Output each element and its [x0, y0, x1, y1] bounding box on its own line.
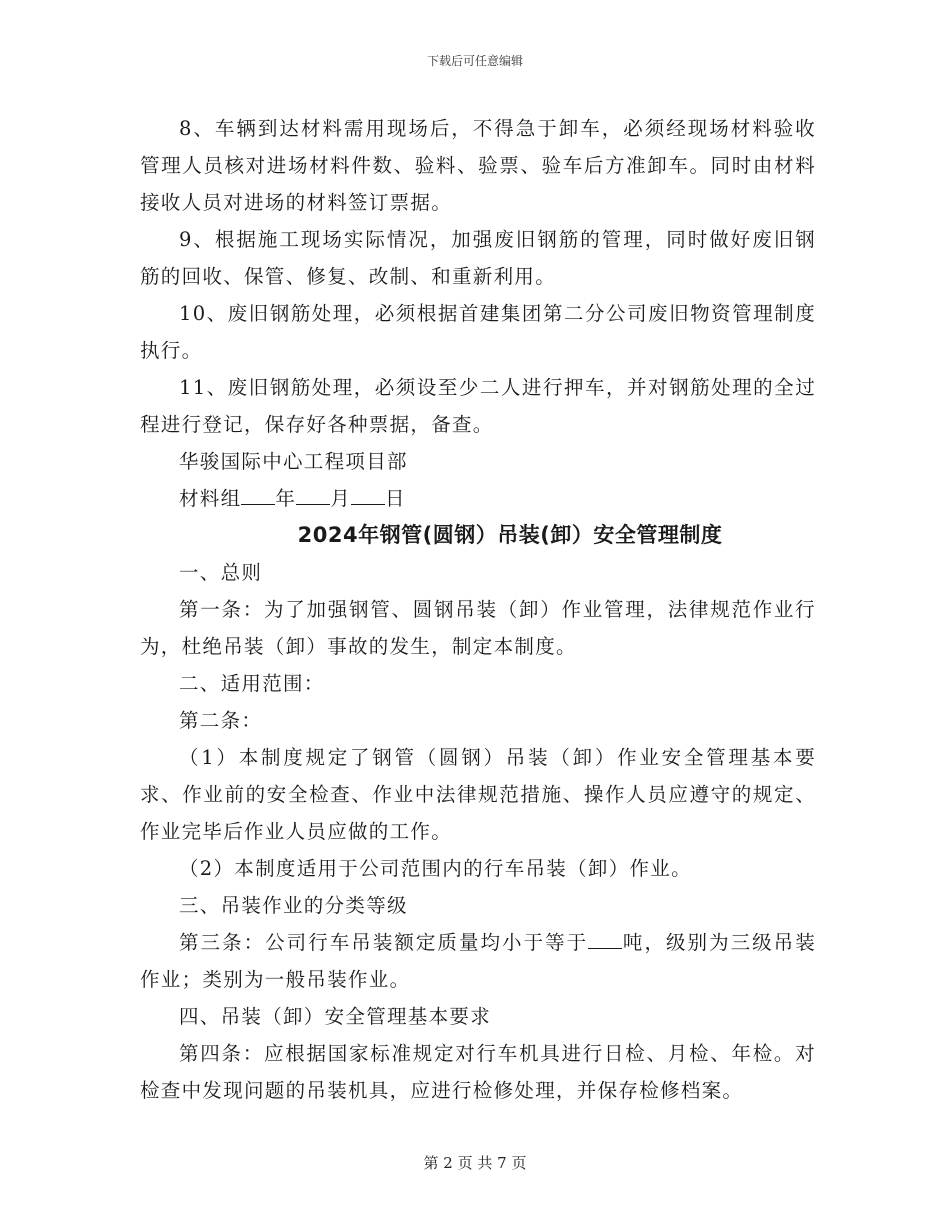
document-body: [140, 110, 816, 1109]
month-blank: [296, 486, 330, 505]
page-footer: 第 2 页 共 7 页: [423, 1154, 527, 1172]
article-3-part-b: 吨，级别为三级吊装作业；类别为一般吊装作业。: [140, 931, 817, 991]
article-3-part-a: 第三条：公司行车吊装额定质量均小于等于: [179, 931, 589, 954]
article-2-label: 第二条：: [179, 709, 263, 732]
article-1: 第一条：为了加强钢管、圆钢吊装（卸）作业管理，法律规范作业行为，杜绝吊装（卸）事故的发生，制定本制度。: [140, 598, 816, 658]
section-heading-general: 一、总则: [179, 561, 263, 584]
organization-name: 华骏国际中心工程项目部: [179, 450, 408, 473]
article-4: 第四条：应根据国家标准规定对行车机具进行日检、月检、年检。对检查中发现问题的吊装机具，应进行检修处理，并保存检修档案。: [140, 1042, 816, 1102]
document-title: 2024年钢管(圆钢）吊装(卸）安全管理制度: [297, 523, 723, 547]
section-heading-classification: 三、吊装作业的分类等级: [179, 894, 408, 917]
date-line-day: 日: [385, 487, 406, 510]
date-line: [140, 480, 816, 517]
article-2-item-1: （1）本制度规定了钢管（圆钢）吊装（卸）作业安全管理基本要求、作业前的安全检查、作业中法律规范措施、操作人员应遵守的规定、作业完毕后作业人员应做的工作。: [140, 746, 816, 843]
paragraph-11: 11、废旧钢筋处理，必须设至少二人进行押车，并对钢筋处理的全过程进行登记，保存好各种票据，备查。: [140, 376, 816, 436]
article-2-item-2: （2）本制度适用于公司范围内的行车吊装（卸）作业。: [179, 857, 692, 880]
article-3: [140, 924, 816, 998]
date-line-prefix: 材料组: [179, 487, 242, 510]
section-heading-scope: 二、适用范围：: [179, 672, 325, 695]
paragraph-10: 10、废旧钢筋处理，必须根据首建集团第二分公司废旧物资管理制度执行。: [140, 302, 816, 362]
section-heading-requirements: 四、吊装（卸）安全管理基本要求: [179, 1005, 492, 1028]
date-line-year: 年: [275, 487, 297, 510]
date-line-month: 月: [330, 487, 352, 510]
page-header: 下载后可任意编辑: [426, 54, 523, 68]
year-blank: [241, 486, 275, 505]
tonnage-blank: [588, 930, 622, 949]
paragraph-9: 9、根据施工现场实际情况，加强废旧钢筋的管理，同时做好废旧钢筋的回收、保管、修复、改制、和重新利用。: [140, 228, 816, 288]
paragraph-8: 8、车辆到达材料需用现场后，不得急于卸车，必须经现场材料验收管理人员核对进场材料件数、验料、验票、验车后方准卸车。同时由材料接收人员对进场的材料签订票据。: [140, 117, 816, 214]
day-blank: [351, 486, 385, 505]
